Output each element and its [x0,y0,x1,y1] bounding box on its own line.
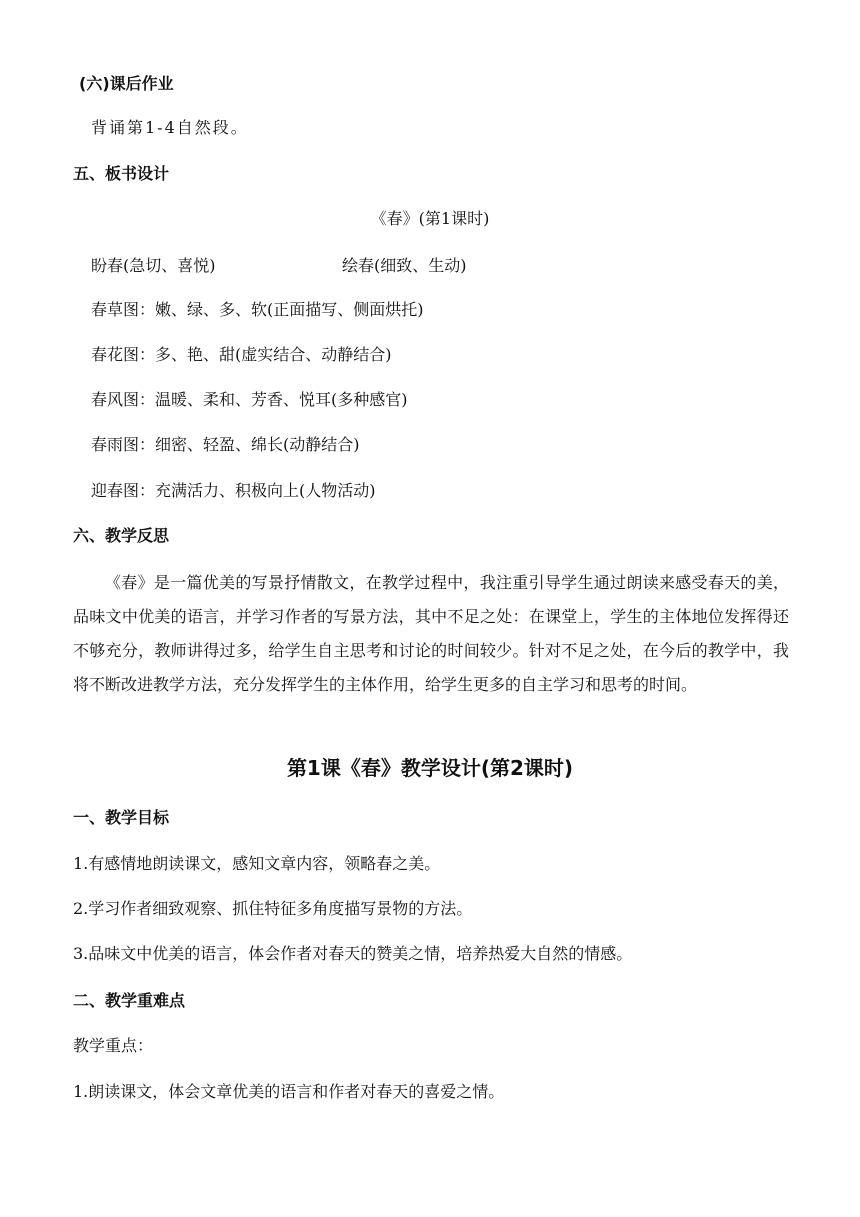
board-title: 《春》(第1课时) [370,209,490,228]
board-line-flowers: 春花图：多、艳、甜(虚实结合、动静结合) [91,345,392,364]
section-heading-board-design: 五、板书设计 [73,164,170,183]
homework-text: 背诵第1-4自然段。 [91,118,249,137]
board-row-hui-chun: 绘春(细致、生动) [342,256,467,275]
board-line-grass: 春草图：嫩、绿、多、软(正面描写、侧面烘托) [91,300,424,319]
board-row-pan-chun: 盼春(急切、喜悦) [91,256,216,275]
section-heading-reflection: 六、教学反思 [73,526,170,545]
goal-item-1: 1.有感情地朗读课文，感知文章内容，领略春之美。 [73,854,441,873]
subsection-heading-homework: (六)课后作业 [79,74,174,93]
lesson2-title: 第1课《春》教学设计(第2课时) [286,756,574,780]
board-line-rain: 春雨图：细密、轻盈、绵长(动静结合) [91,435,360,454]
goal-item-3: 3.品味文中优美的语言，体会作者对春天的赞美之情，培养热爱大自然的情感。 [73,944,633,963]
goal-item-2: 2.学习作者细致观察、抓住特征多角度描写景物的方法。 [73,899,473,918]
section-heading-key-difficult: 二、教学重难点 [73,991,186,1010]
board-line-wind: 春风图：温暖、柔和、芳香、悦耳(多种感官) [91,390,408,409]
section-heading-goals: 一、教学目标 [73,808,170,827]
reflection-paragraph: 《春》是一篇优美的写景抒情散文，在教学过程中，我注重引导学生通过朗读来感受春天的美，品味文中优美的语言，并学习作者的写景方法，其中不足之处：在课堂上，学生的主体地位发挥得还不够充分，教师讲得过多，给学生自主思考和讨论的时间较少。针对不足之处，在今后的教学中，我将不断改进教学方法，充分发挥学生的主体作用，给学生更多的自主学习和思考的时间。 [73,573,789,694]
key-point-item-1: 1.朗读课文，体会文章优美的语言和作者对春天的喜爱之情。 [73,1082,505,1101]
board-line-welcome: 迎春图：充满活力、积极向上(人物活动) [91,481,376,500]
key-points-label: 教学重点： [73,1036,154,1055]
